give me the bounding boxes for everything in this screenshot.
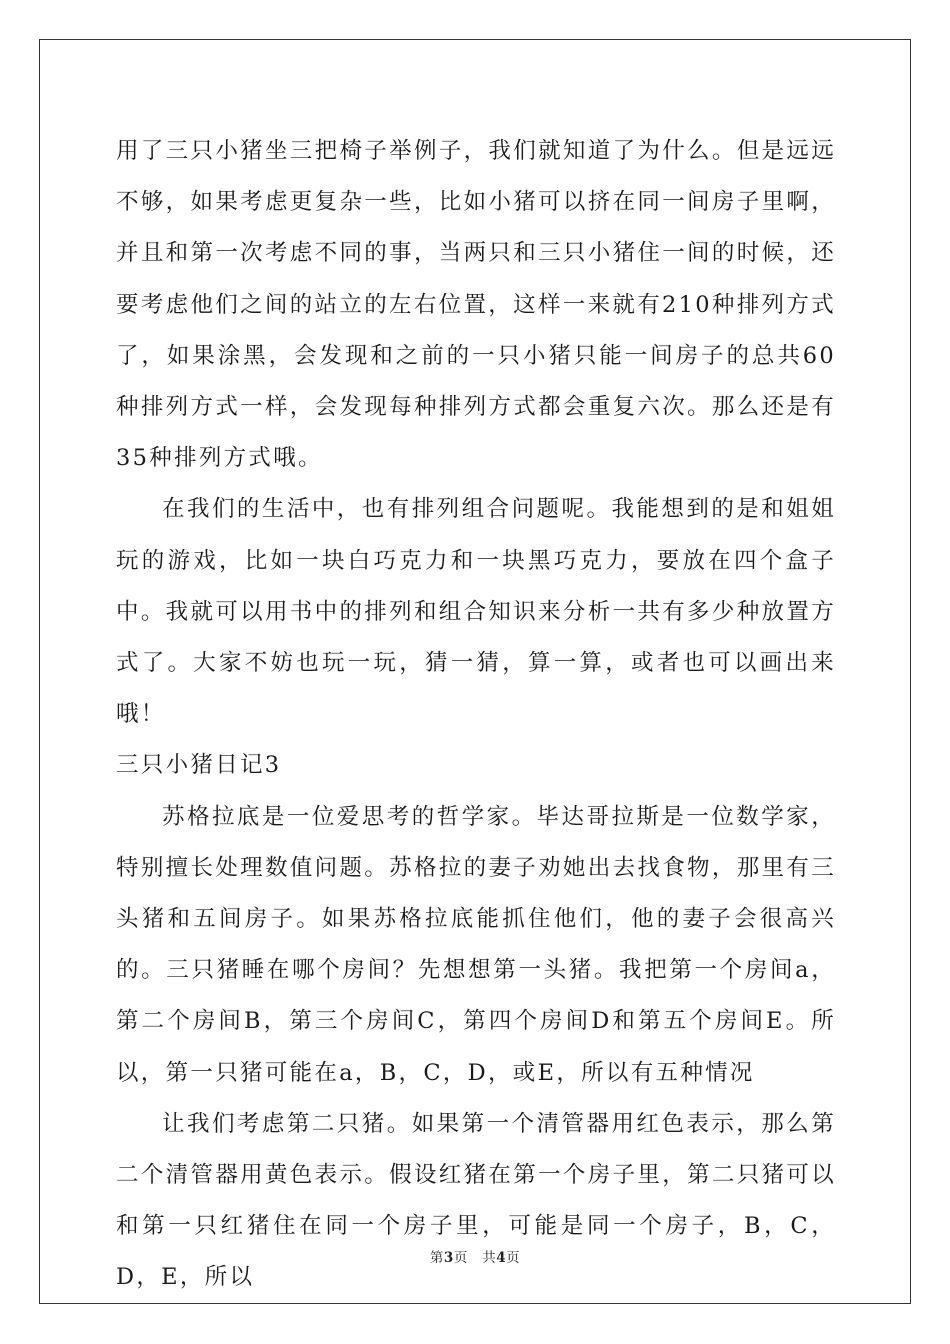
document-body <box>116 126 836 1304</box>
footer-total-unit: 页 <box>506 1250 521 1266</box>
page-footer <box>0 1246 950 1266</box>
paragraph-continuation: 用了三只小猪坐三把椅子举例子，我们就知道了为什么。但是远远不够，如果考虑更复杂一些，比如小猪可以挤在同一间房子里啊，并且和第一次考虑不同的事，当两只和三只小猪住一间的时候，还要考虑他们之间的站立的左右位置，这样一来就有210种排列方式了，如果涂黑，会发现和之前的一只小猪只能一间房子的总共60种排列方式一样，会发现每种排列方式都会重复六次。那么还是有35种排列方式哦。 <box>116 138 836 472</box>
paragraph-chocolate-game: 在我们的生活中，也有排列组合问题呢。我能想到的是和姐姐玩的游戏，比如一块白巧克力和一块黑巧克力，要放在四个盒子中。我就可以用书中的排列和组合知识来分析一共有多少种放置方式了。大家不妨也玩一玩，猜一猜，算一算，或者也可以画出来哦！ <box>116 496 836 728</box>
footer-total-number: 4 <box>496 1250 507 1266</box>
section-heading: 三只小猪日记3 <box>116 752 282 779</box>
footer-page-unit: 页 <box>453 1250 468 1266</box>
footer-page-prefix: 第 <box>429 1250 444 1266</box>
footer-page-number: 3 <box>443 1250 454 1266</box>
footer-total-prefix: 共 <box>482 1250 497 1266</box>
paragraph-second-pig: 让我们考虑第二只猪。如果第一个清管器用红色表示，那么第二个清管器用黄色表示。假设红猪在第一个房子里，第二只猪可以和第一只红猪住在同一个房子里，可能是同一个房子，B，C，D，E，所以 <box>116 1110 836 1291</box>
paragraph-socrates: 苏格拉底是一位爱思考的哲学家。毕达哥拉斯是一位数学家，特别擅长处理数值问题。苏格拉的妻子劝她出去找食物，那里有三头猪和五间房子。如果苏格拉底能抓住他们，他的妻子会很高兴的。三只猪睡在哪个房间？先想想第一头猪。我把第一个房间a，第二个房间B，第三个房间C，第四个房间D和第五个房间E。所以，第一只猪可能在a，B，C，D，或E，所以有五种情况 <box>116 803 836 1086</box>
